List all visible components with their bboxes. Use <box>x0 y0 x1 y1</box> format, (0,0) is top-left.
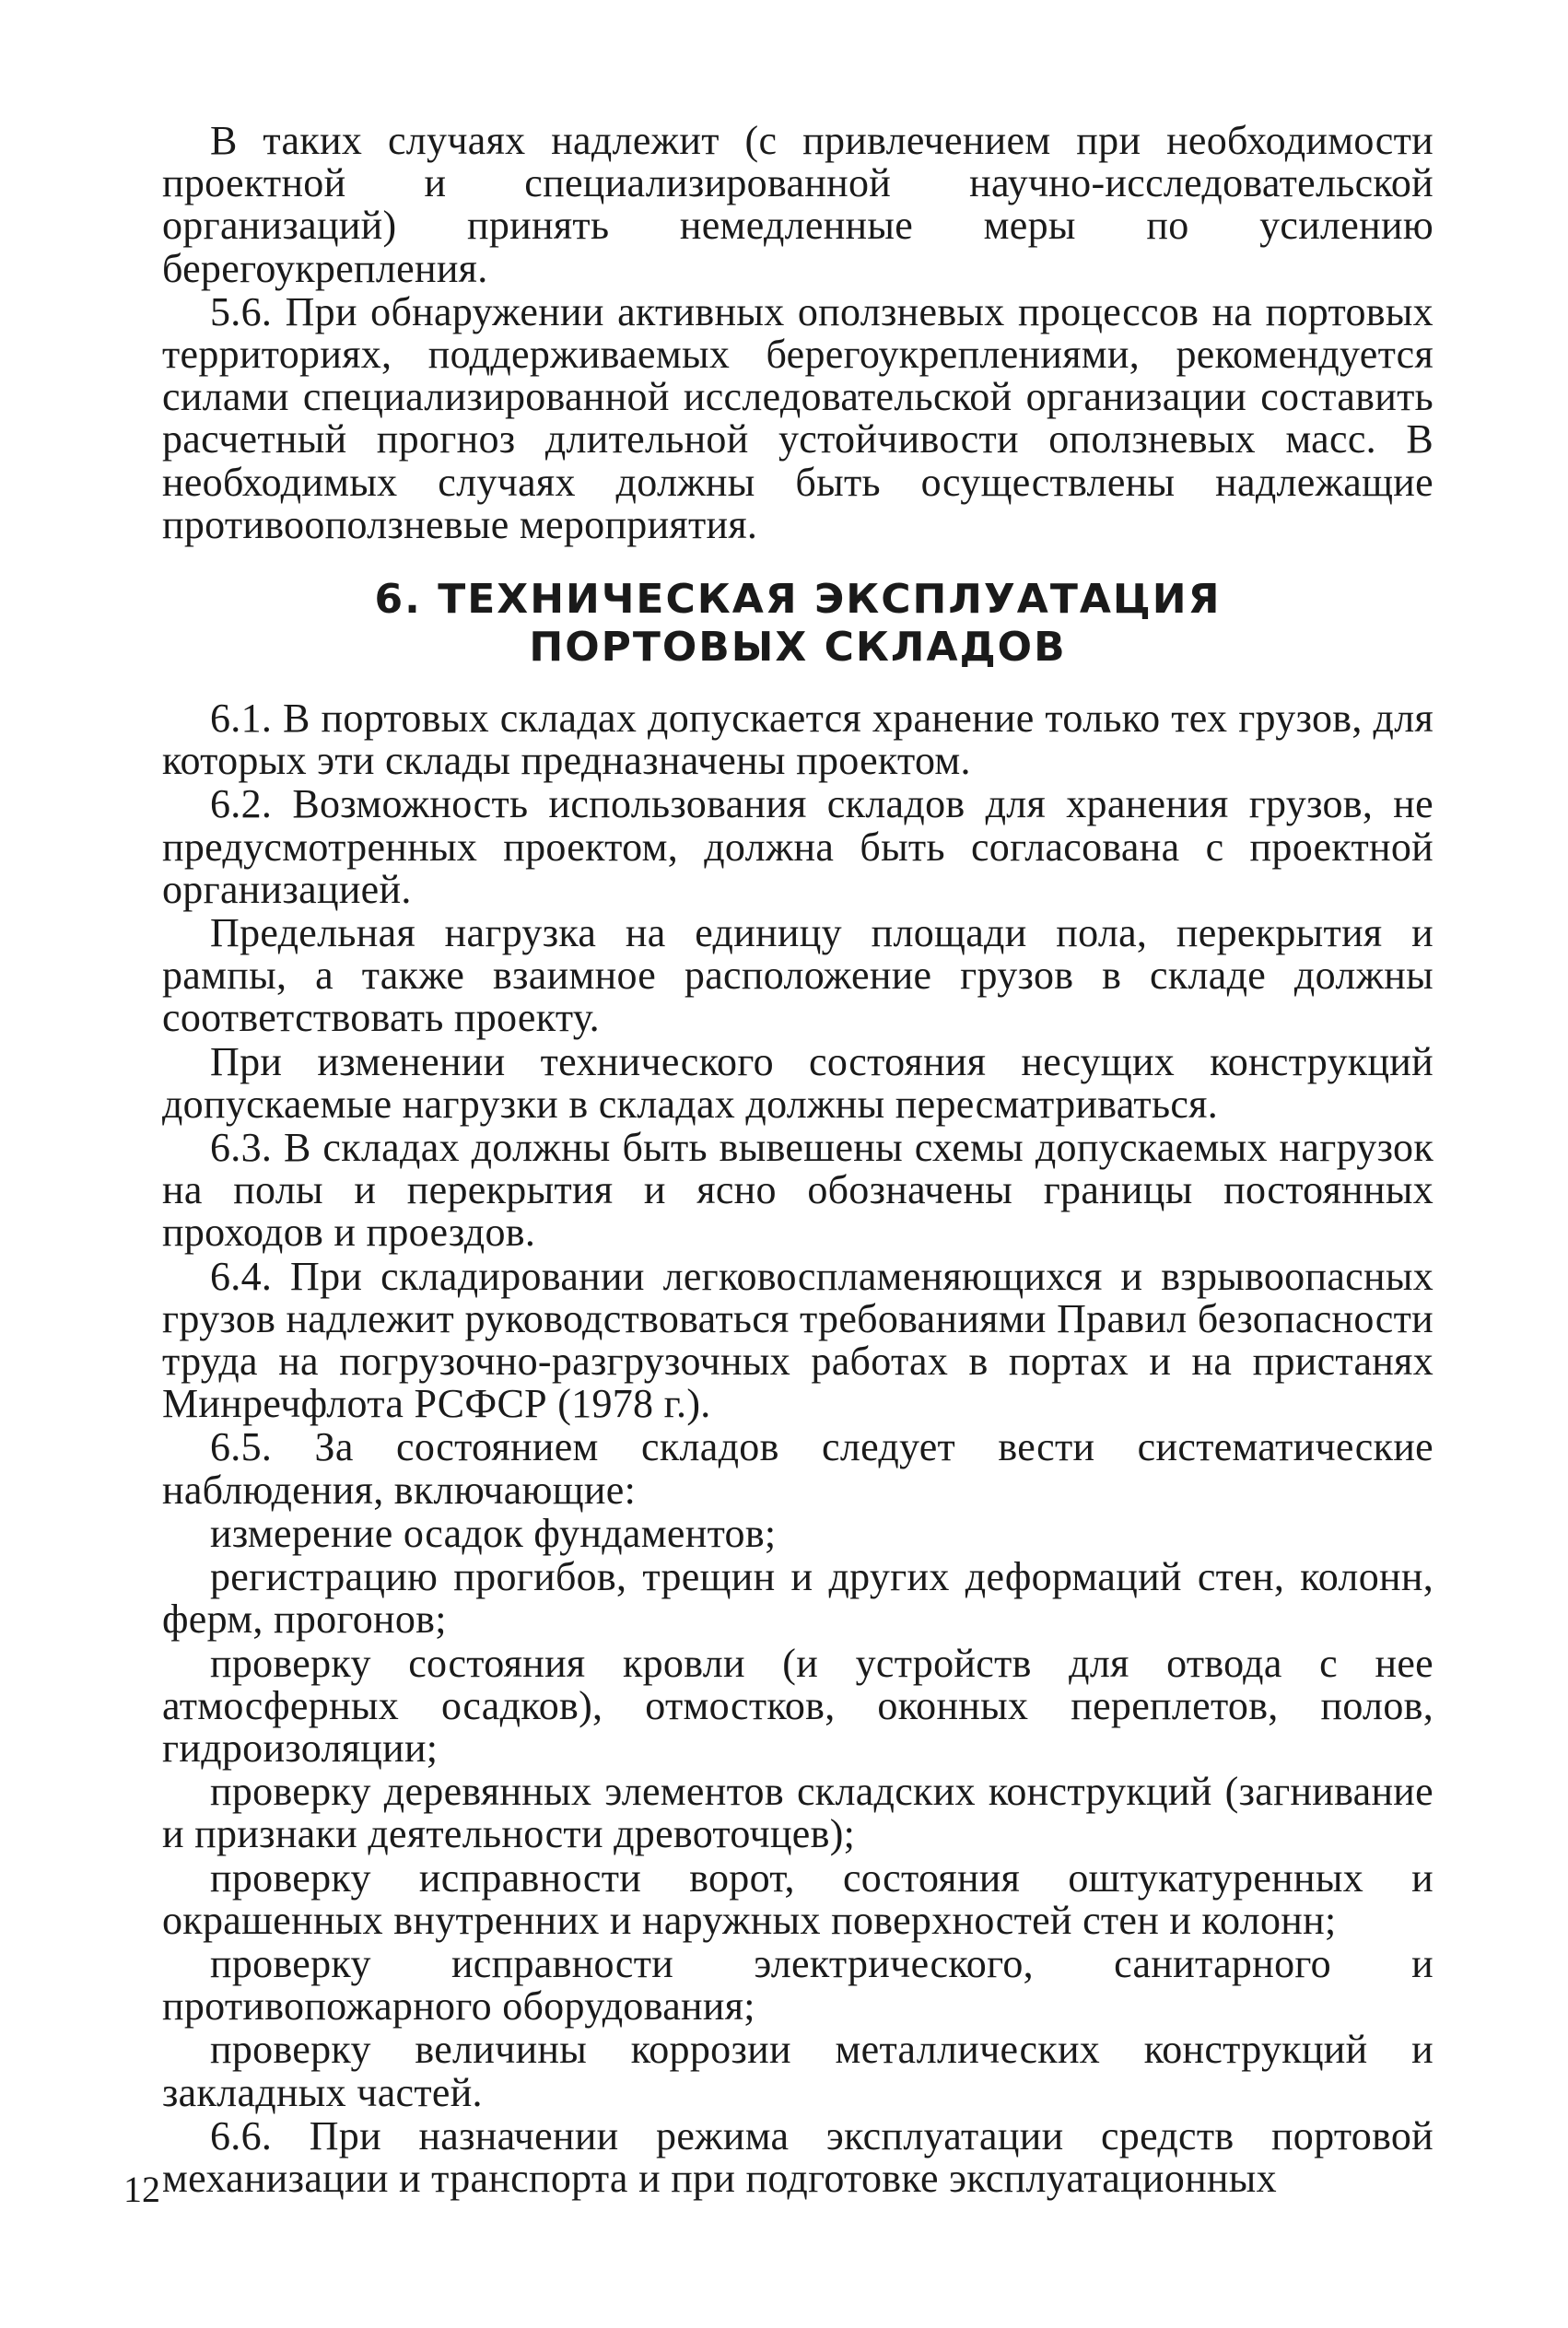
list-item: проверку исправности электрического, санитарного и противопожарного оборудования; <box>162 1940 1433 2030</box>
body-text <box>162 120 1433 2200</box>
paragraph-6-3: 6.3. В складах должны быть вывешены схемы допускаемых нагрузок на полы и перекрытия и ясно обозначены границы постоянных проходов и проездов. <box>162 1125 1433 1256</box>
section-heading <box>162 576 1433 672</box>
list-item: проверку величины коррозии металлических конструкций и закладных частей. <box>162 2027 1433 2115</box>
paragraph-measures: В таких случаях надлежит (с привлечением при необходимости проектной и специализированной научно-исследовательской организаций) принять немедленные меры по усилению берегоукрепления. <box>162 118 1433 291</box>
list-item: измерение осадок фундаментов; <box>210 1510 777 1556</box>
list-item: проверку исправности ворот, состояния оштукатуренных и окрашенных внутренних и наружных поверхностей стен и колонн; <box>162 1854 1433 1943</box>
paragraph-load-review: При изменении технического состояния несущих конструкций допускаемые нагрузки в складах должны пересматриваться. <box>162 1038 1433 1127</box>
paragraph-6-1: 6.1. В портовых складах допускается хранение только тех грузов, для которых эти склады предназначены проектом. <box>162 696 1433 784</box>
paragraph-5-6: 5.6. При обнаружении активных оползневых процессов на портовых территориях, поддерживаемых берегоукреплениями, рекомендуется силами специализированной исследовательской организации составить расчетный прогноз длительной устойчивости оползневых масс. В необходимых случаях должны быть осуществлены надлежащие противооползневые мероприятия. <box>162 288 1433 547</box>
paragraph-6-2: 6.2. Возможность использования складов для хранения грузов, не предусмотренных проектом, должна быть согласована с проектной организацией. <box>162 781 1433 912</box>
paragraph-load-limit: Предельная нагрузка на единицу площади пола, перекрытия и рампы, а также взаимное расположение грузов в складе должны соответствовать проекту. <box>162 910 1433 1041</box>
page-number: 12 <box>123 2169 160 2210</box>
paragraph-6-6: 6.6. При назначении режима эксплуатации средств портовой механизации и транспорта и при подготовке эксплуатационных <box>162 2112 1433 2201</box>
heading-line-1: 6. ТЕХНИЧЕСКАЯ ЭКСПЛУАТАЦИЯ <box>374 576 1222 624</box>
paragraph-6-5: 6.5. За состоянием складов следует вести систематические наблюдения, включающие: <box>162 1424 1433 1513</box>
list-item: регистрацию прогибов, трещин и других деформаций стен, колонн, ферм, прогонов; <box>162 1554 1433 1643</box>
heading-line-2: ПОРТОВЫХ СКЛАДОВ <box>529 624 1067 672</box>
paragraph-6-4: 6.4. При складировании легковоспламеняющихся и взрывоопасных грузов надлежит руководствоваться требованиями Правил безопасности труда на погрузочно-разгрузочных работах в портах и на пристанях Минречфлота РСФСР (1978 г.). <box>162 1253 1433 1427</box>
list-item: проверку состояния кровли (и устройств для отвода с нее атмосферных осадков), отмостков, оконных переплетов, полов, гидроизоляции; <box>162 1640 1433 1771</box>
list-item: проверку деревянных элементов складских конструкций (загнивание и признаки деятельности древоточцев); <box>162 1769 1433 1857</box>
